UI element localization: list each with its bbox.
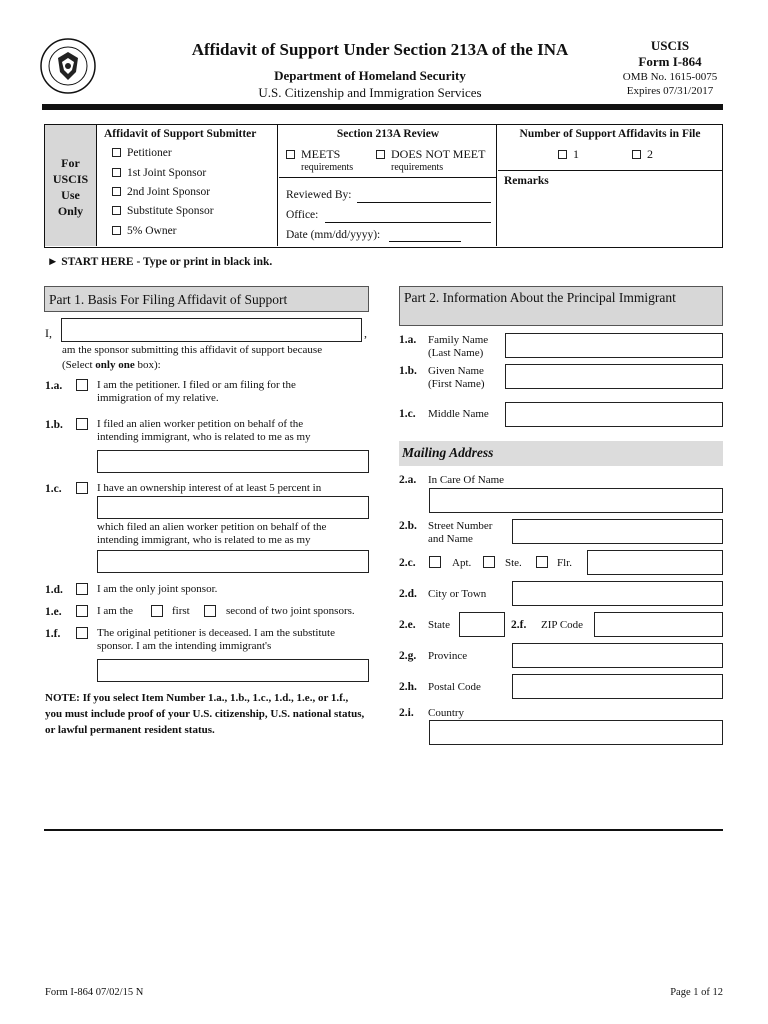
flr-label: Flr.: [557, 557, 572, 569]
part2-header: [399, 286, 723, 326]
checkbox[interactable]: [112, 148, 121, 157]
option-label: 2nd Joint Sponsor: [127, 186, 211, 198]
dhs-seal-icon: [40, 38, 96, 94]
option-label: 1st Joint Sponsor: [127, 167, 207, 179]
submitter-option[interactable]: [112, 186, 210, 198]
sponsor-name-input[interactable]: [61, 318, 362, 342]
side-label-line: USCIS: [52, 172, 89, 186]
omb-number: OMB No. 1615-0075: [622, 71, 718, 83]
item-1b-number: 1.b.: [45, 419, 63, 431]
item-1e-first-checkbox[interactable]: [151, 605, 163, 617]
item-1b-relationship-input[interactable]: [97, 450, 369, 473]
care-of-input[interactable]: [429, 488, 723, 513]
item-1d-checkbox[interactable]: [76, 583, 88, 595]
zip-label: ZIP Code: [541, 619, 584, 631]
review-header: Section 213A Review: [336, 128, 440, 140]
item-1c-text: I have an ownership interest of at least 5 percent in: [97, 482, 322, 494]
province-label: Province: [428, 650, 468, 662]
submitter-column: [98, 125, 278, 246]
footer-page-number: Page 1 of 12: [670, 987, 723, 998]
does-not-meet-label: DOES NOT MEET: [391, 147, 486, 161]
ste-label: Ste.: [505, 557, 522, 569]
country-label: Country: [428, 707, 465, 719]
postal-code-label: Postal Code: [428, 681, 481, 693]
item-1b-checkbox[interactable]: [76, 418, 88, 430]
part1-select-instruction: (Select only one box):: [62, 359, 161, 371]
item-1a-checkbox[interactable]: [76, 379, 88, 391]
meets-requirements: requirements: [301, 162, 354, 173]
date-line[interactable]: [389, 241, 461, 242]
item-1b-text: I filed an alien worker petition on behalf of the intending immigrant, who is related to me as my: [97, 418, 311, 443]
expiration-date: Expires 07/31/2017: [626, 85, 714, 97]
postal-code-number: 2.h.: [399, 681, 417, 693]
family-name-input[interactable]: [505, 333, 723, 358]
option-label: 5% Owner: [127, 225, 177, 237]
given-name-label: Given Name (First Name): [428, 365, 485, 390]
middle-name-label: Middle Name: [428, 408, 489, 420]
checkbox[interactable]: [632, 150, 641, 159]
flr-checkbox[interactable]: [536, 556, 548, 568]
form-title: Affidavit of Support Under Section 213A of the INA: [191, 40, 569, 59]
affidavit-count-2[interactable]: [632, 147, 653, 162]
affidavits-column: [498, 125, 722, 246]
affidavit-count-label: 2: [647, 147, 653, 161]
side-label-line: Only: [57, 204, 84, 218]
uscis-side-label: [45, 125, 97, 246]
sponsor-comma: ,: [364, 326, 367, 340]
mailing-address-title: Mailing Address: [402, 445, 494, 460]
part1-note: NOTE: If you select Item Number 1.a., 1.b., 1.c., 1.d., 1.e., or 1.f., you must include proof of your U.S. citizenship, U.S. national status, or lawful permanent resident status.: [45, 692, 365, 736]
office-label: Office:: [286, 209, 319, 221]
given-name-input[interactable]: [505, 364, 723, 389]
item-1a-number: 1.a.: [45, 380, 63, 392]
state-label: State: [428, 619, 450, 631]
side-label-line: For: [61, 156, 80, 170]
reviewed-by-label: Reviewed By:: [286, 189, 352, 201]
item-1c-company-input[interactable]: [97, 496, 369, 519]
item-1f-text: The original petitioner is deceased. I am the substitute sponsor. I am the intending immigrant's: [97, 627, 335, 652]
street-label: Street Number and Name: [428, 520, 493, 545]
affidavits-header: Number of Support Affidavits in File: [519, 128, 701, 140]
submitter-option[interactable]: [112, 147, 172, 159]
review-divider: [279, 177, 496, 178]
item-1c-relationship-input[interactable]: [97, 550, 369, 573]
city-label: City or Town: [428, 588, 487, 600]
state-input[interactable]: [459, 612, 505, 637]
meets-option[interactable]: [286, 147, 340, 162]
submitter-header: Affidavit of Support Submitter: [104, 128, 257, 140]
apt-label: Apt.: [452, 557, 472, 569]
checkbox[interactable]: [112, 187, 121, 196]
postal-code-input[interactable]: [512, 674, 723, 699]
uscis-label: USCIS: [650, 38, 690, 53]
does-not-meet-requirements: requirements: [391, 162, 444, 173]
agency-name: U.S. Citizenship and Immigration Services: [258, 85, 482, 100]
item-1f-relationship-input[interactable]: [97, 659, 369, 682]
footer-form-id: Form I-864 07/02/15 N: [45, 987, 144, 998]
review-column: [279, 125, 497, 246]
submitter-option[interactable]: [112, 205, 214, 217]
street-input[interactable]: [512, 519, 723, 544]
unit-input[interactable]: [587, 550, 723, 575]
submitter-option[interactable]: [112, 225, 177, 237]
item-1e-second-label: second of two joint sponsors.: [226, 605, 355, 617]
item-1e-first-label: first: [172, 605, 190, 617]
start-here-instruction: ► START HERE - Type or print in black ink.: [47, 256, 273, 268]
checkbox[interactable]: [558, 150, 567, 159]
item-1f-checkbox[interactable]: [76, 627, 88, 639]
office-line[interactable]: [325, 222, 491, 223]
item-1d-text: I am the only joint sponsor.: [97, 583, 218, 595]
checkbox[interactable]: [376, 150, 385, 159]
form-number: Form I-864: [638, 54, 702, 69]
footer-rule: [44, 829, 723, 831]
uscis-use-box: [44, 124, 723, 248]
city-input[interactable]: [512, 581, 723, 606]
unit-number: 2.c.: [399, 557, 416, 569]
zip-input[interactable]: [594, 612, 723, 637]
given-name-number: 1.b.: [399, 365, 417, 377]
city-number: 2.d.: [399, 588, 417, 600]
affidavit-count-label: 1: [573, 147, 579, 161]
item-1a-text: I am the petitioner. I filed or am filing for the immigration of my relative.: [97, 379, 296, 404]
affidavit-count-1[interactable]: [558, 147, 579, 162]
item-1e-checkbox[interactable]: [76, 605, 88, 617]
checkbox[interactable]: [286, 150, 295, 159]
country-number: 2.i.: [399, 707, 414, 719]
street-number: 2.b.: [399, 520, 417, 532]
item-1f-number: 1.f.: [45, 628, 61, 640]
sponsor-i-label: I,: [45, 326, 52, 340]
checkbox[interactable]: [112, 206, 121, 215]
item-1c-text-continued: which filed an alien worker petition on behalf of the intending immigrant, who is related to me as my: [97, 521, 327, 546]
item-1e-number: 1.e.: [45, 606, 62, 618]
province-input[interactable]: [512, 643, 723, 668]
submitter-option[interactable]: [112, 167, 206, 179]
header-rule: [42, 104, 723, 110]
date-label: Date (mm/dd/yyyy):: [286, 229, 381, 241]
reviewed-by-line[interactable]: [357, 202, 491, 203]
item-1c-checkbox[interactable]: [76, 482, 88, 494]
item-1e-second-checkbox[interactable]: [204, 605, 216, 617]
state-number: 2.e.: [399, 619, 416, 631]
item-1d-number: 1.d.: [45, 584, 63, 596]
checkbox[interactable]: [112, 226, 121, 235]
mailing-address-header: [399, 441, 723, 466]
country-input[interactable]: [429, 720, 723, 745]
part1-intro: am the sponsor submitting this affidavit of support because: [62, 344, 323, 356]
part2-title: Part 2. Information About the Principal Immigrant: [404, 290, 676, 305]
item-1e-text: I am the: [97, 605, 134, 617]
item-1c-number: 1.c.: [45, 483, 62, 495]
does-not-meet-option[interactable]: [376, 147, 485, 162]
family-name-label: Family Name (Last Name): [428, 334, 489, 359]
meets-label: MEETS: [301, 147, 341, 161]
apt-checkbox[interactable]: [429, 556, 441, 568]
family-name-number: 1.a.: [399, 334, 417, 346]
part1-header: [44, 286, 369, 312]
middle-name-number: 1.c.: [399, 408, 416, 420]
checkbox[interactable]: [112, 168, 121, 177]
option-label: Petitioner: [127, 147, 172, 159]
option-label: Substitute Sponsor: [127, 205, 214, 217]
care-of-number: 2.a.: [399, 474, 417, 486]
ste-checkbox[interactable]: [483, 556, 495, 568]
side-label-line: Use: [61, 188, 80, 202]
remarks-label: Remarks: [504, 175, 549, 187]
dhs-seal: [40, 38, 96, 94]
remarks-divider: [498, 170, 722, 171]
province-number: 2.g.: [399, 650, 417, 662]
department-name: Department of Homeland Security: [274, 68, 466, 83]
zip-number: 2.f.: [511, 619, 527, 631]
part1-title: Part 1. Basis For Filing Affidavit of Support: [49, 292, 288, 307]
care-of-label: In Care Of Name: [428, 474, 505, 486]
middle-name-input[interactable]: [505, 402, 723, 427]
